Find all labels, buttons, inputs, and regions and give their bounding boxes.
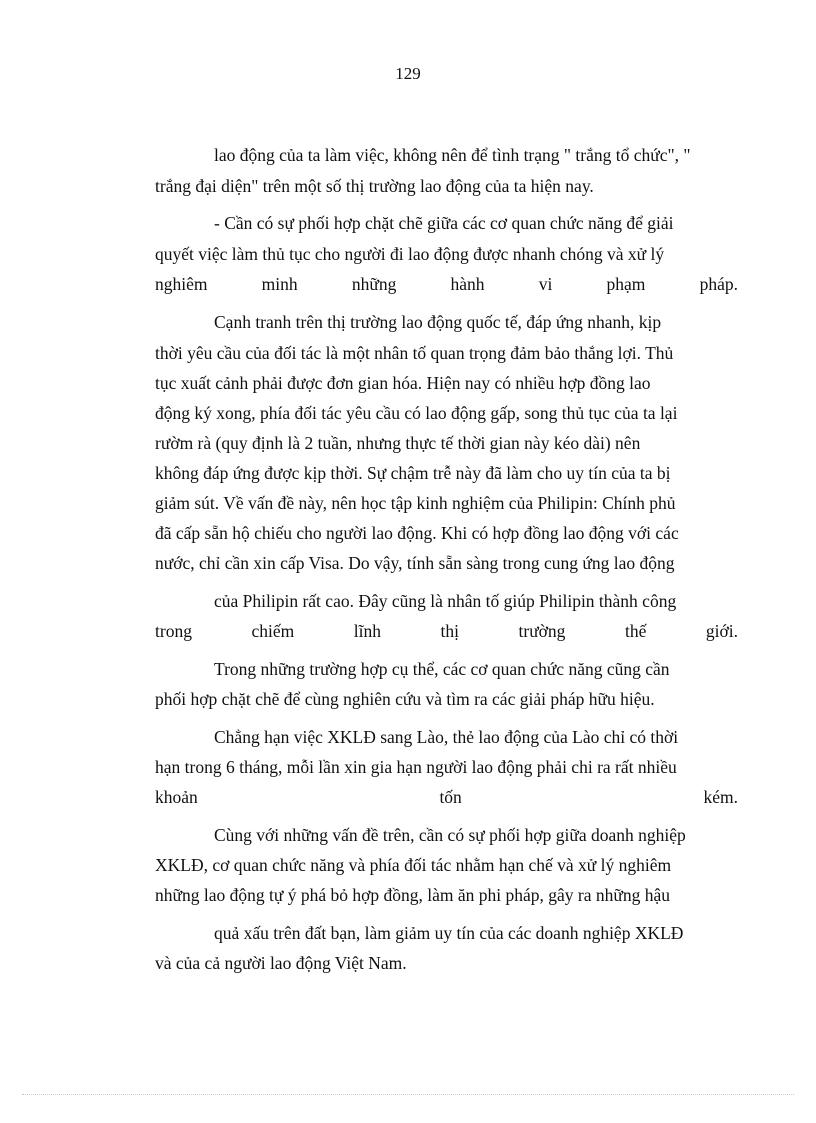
word: thế xyxy=(624,621,647,641)
text-line: những lao động tự ý phá bỏ hợp đồng, làm ăn phi pháp, gây ra những hậu xyxy=(155,885,670,905)
word: trường xyxy=(518,621,566,641)
text-line: Cạnh tranh trên thị trường lao động quốc tế, đáp ứng nhanh, kịp xyxy=(214,312,662,332)
text-line: trắng đại diện" trên một số thị trường lao động của ta hiện nay. xyxy=(155,176,594,196)
text-line: của Philipin rất cao. Đây cũng là nhân tố giúp Philipin thành công xyxy=(214,591,677,611)
word: tốn xyxy=(439,787,462,807)
word: pháp. xyxy=(699,274,738,294)
word: hành xyxy=(450,274,485,294)
word: chiếm xyxy=(251,621,295,641)
text-line: - Cần có sự phối hợp chặt chẽ giữa các cơ quan chức năng để giải xyxy=(214,213,674,233)
word: nghiêm xyxy=(155,274,208,294)
word: những xyxy=(351,274,397,294)
text-line: rườm rà (quy định là 2 tuần, nhưng thực tế thời gian này kéo dài) nên xyxy=(155,433,641,453)
text-line: Cùng với những vấn đề trên, cần có sự phối hợp giữa doanh nghiệp xyxy=(214,825,686,845)
text-line: nước, chỉ cần xin cấp Visa. Do vậy, tính sẵn sàng trong cung ứng lao động xyxy=(155,553,675,573)
word: phạm xyxy=(606,274,646,294)
text-line: và của cả người lao động Việt Nam. xyxy=(155,953,407,973)
word: minh xyxy=(261,274,298,294)
text-line: không đáp ứng được kịp thời. Sự chậm trễ này đã làm cho uy tín của ta bị xyxy=(155,463,671,483)
text-line: phối hợp chặt chẽ để cùng nghiên cứu và tìm ra các giải pháp hữu hiệu. xyxy=(155,689,655,709)
word: thị xyxy=(440,621,459,641)
page-number: 129 xyxy=(395,64,421,83)
text-line: lao động của ta làm việc, không nên để tình trạng " trắng tổ chức", " xyxy=(214,145,691,165)
text-line: giảm sút. Về vấn đề này, nên học tập kinh nghiệm của Philipin: Chính phủ xyxy=(155,493,676,513)
word: vi xyxy=(538,274,553,294)
text-line: động ký xong, phía đối tác yêu cầu có lao động gấp, song thủ tục của ta lại xyxy=(155,403,678,423)
text-line: đã cấp sẵn hộ chiếu cho người lao động. Khi có hợp đồng lao động với các xyxy=(155,523,679,543)
word: giới. xyxy=(705,621,738,641)
text-line: quyết việc làm thủ tục cho người đi lao động được nhanh chóng và xử lý xyxy=(155,244,665,264)
word: khoản xyxy=(155,787,198,807)
text-line: thời yêu cầu của đối tác là một nhân tố quan trọng đảm bảo thắng lợi. Thủ xyxy=(155,343,674,363)
text-line: Trong những trường hợp cụ thể, các cơ quan chức năng cũng cần xyxy=(214,659,670,679)
text-line-justified xyxy=(155,273,738,295)
text-line: XKLĐ, cơ quan chức năng và phía đối tác nhằm hạn chế và xử lý nghiêm xyxy=(155,855,672,875)
text-line: hạn trong 6 tháng, mỗi lần xin gia hạn người lao động phải chi ra rất nhiều xyxy=(155,757,677,777)
page-bottom-rule xyxy=(22,1094,794,1095)
text-line-justified xyxy=(155,620,738,642)
word: kém. xyxy=(703,787,738,807)
text-line: tục xuất cảnh phải được đơn gian hóa. Hiện nay có nhiều hợp đồng lao xyxy=(155,373,651,393)
text-line: quả xấu trên đất bạn, làm giảm uy tín của các doanh nghiệp XKLĐ xyxy=(214,923,684,943)
word: trong xyxy=(155,621,192,641)
text-line: Chẳng hạn việc XKLĐ sang Lào, thẻ lao động của Lào chỉ có thời xyxy=(214,727,679,747)
word: lĩnh xyxy=(353,621,381,641)
text-line-justified xyxy=(155,786,738,808)
